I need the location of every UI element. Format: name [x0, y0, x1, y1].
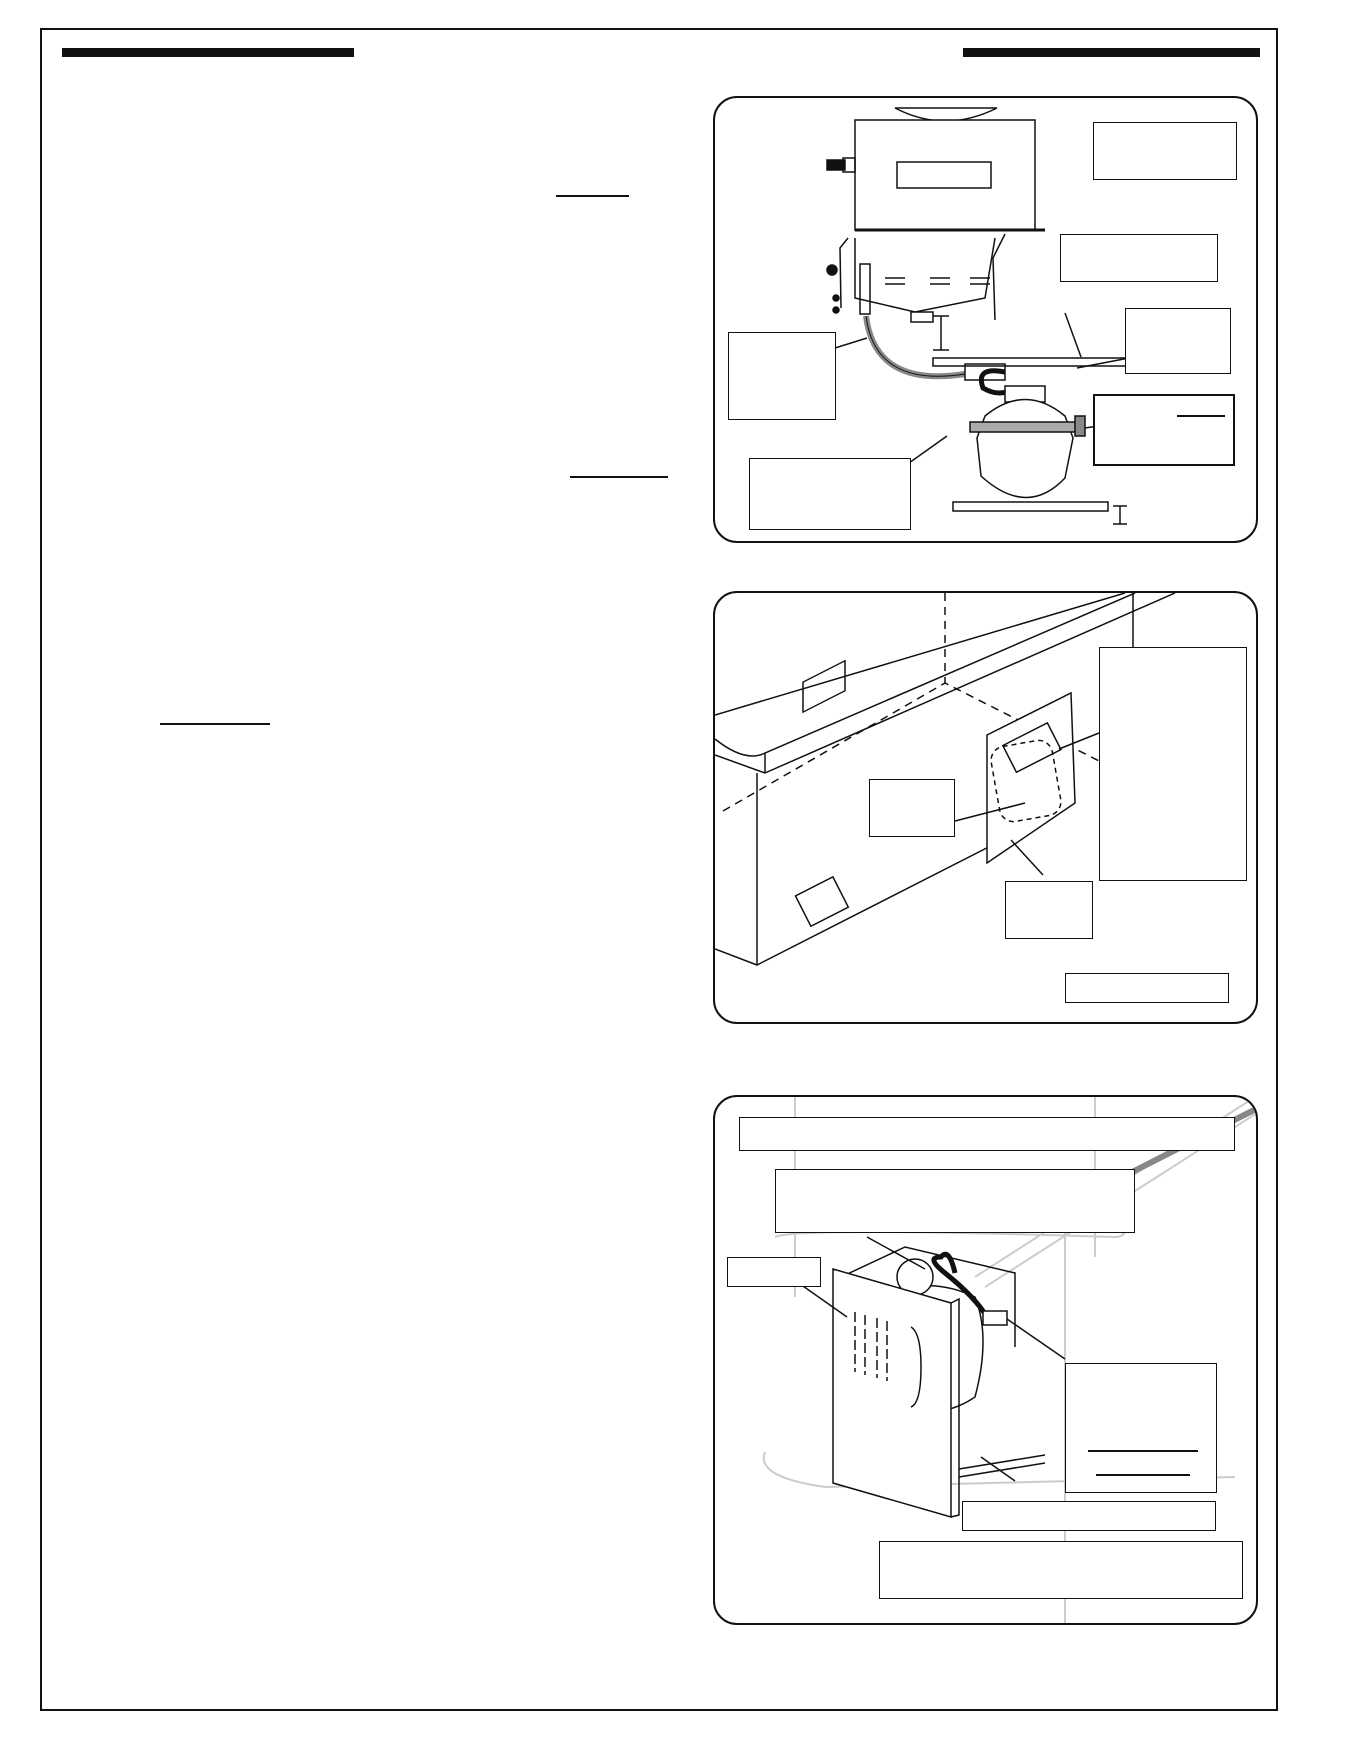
- callout-box-15: [962, 1501, 1216, 1531]
- callout-box-16: [879, 1541, 1243, 1599]
- header-rule-right: [963, 48, 1260, 57]
- callout-box-8: [1099, 647, 1247, 881]
- callout-box-13: [727, 1257, 821, 1287]
- callout-box-11: [739, 1117, 1235, 1151]
- callout-box-7: [869, 779, 955, 837]
- gas-supply-figure: [713, 96, 1258, 543]
- callout-box-2: [1060, 234, 1218, 282]
- callout-box-3: [1125, 308, 1231, 374]
- callout-box-5: [1093, 394, 1235, 466]
- callout-box-6: [749, 458, 911, 530]
- text-underline-3: [160, 723, 270, 725]
- text-underline-2: [570, 476, 668, 478]
- callout-box-12: [775, 1169, 1135, 1233]
- callout-box-10: [1065, 973, 1229, 1003]
- callout-box-1: [1093, 122, 1237, 180]
- vent-panel-figure: [713, 591, 1258, 1024]
- tank-drawer-figure: [713, 1095, 1258, 1625]
- callout-box-4: [728, 332, 836, 420]
- header-rule-left: [62, 48, 354, 57]
- text-underline-1: [556, 195, 629, 197]
- callout-box-14: [1065, 1363, 1217, 1493]
- callout-box-9: [1005, 881, 1093, 939]
